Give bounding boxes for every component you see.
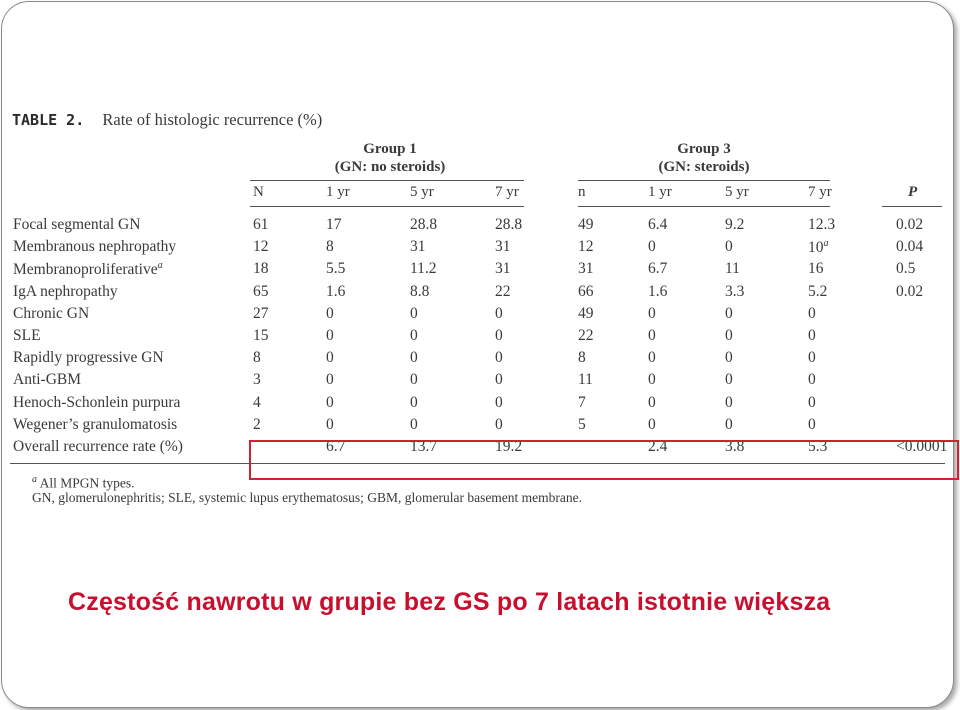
cell-n-group1	[253, 416, 261, 434]
header-1yr-group3: 1 yr	[648, 184, 672, 200]
header-7yr-group1: 7 yr	[495, 184, 519, 200]
table-label: TABLE 2.	[12, 111, 85, 129]
cell-5yr-group3	[725, 349, 733, 367]
header-5yr-group3: 5 yr	[725, 184, 749, 200]
cell-7yr-group3	[808, 238, 829, 257]
cell-value: 0.02	[896, 282, 924, 300]
cell-value: 0.5	[896, 260, 916, 278]
cell-value: 0	[725, 349, 733, 367]
cell-7yr-group3	[808, 305, 816, 323]
cell-n-group1	[253, 216, 269, 234]
cell-value: 28.8	[410, 216, 438, 233]
row-label-text: Anti-GBM	[13, 371, 82, 389]
cell-1yr-group3	[648, 327, 656, 345]
cell-1yr-group3	[648, 349, 656, 367]
cell-value: 0	[808, 349, 816, 367]
cell-7yr-group3	[808, 394, 816, 412]
header-5yr-group1: 5 yr	[410, 184, 434, 200]
cell-value: 8	[253, 349, 261, 367]
cell-n-group3	[578, 394, 586, 412]
cell-value: 0	[648, 371, 656, 389]
cell-value: 31	[495, 260, 511, 278]
cell-value: 6.7	[648, 260, 668, 278]
cell-1yr-group1	[326, 216, 342, 234]
cell-7yr-group3	[808, 371, 816, 389]
row-label-text: Overall recurrence rate (%)	[13, 438, 183, 455]
cell-value: <0.0001	[896, 438, 948, 455]
table-row	[10, 327, 950, 349]
cell-5yr-group1	[410, 394, 418, 412]
cell-7yr-group1	[495, 327, 503, 345]
row-label-text: Membranoproliferative	[13, 261, 158, 279]
cell-value: 49	[578, 304, 594, 322]
cell-7yr-group3	[808, 327, 816, 345]
cell-1yr-group1	[326, 349, 334, 367]
cell-value: 2	[253, 415, 261, 433]
row-label-text: Wegener’s granulomatosis	[13, 415, 178, 433]
cell-value: 7	[578, 393, 586, 411]
cell-7yr-group1	[495, 371, 503, 389]
cell-5yr-group1	[410, 238, 426, 256]
group1-header	[326, 140, 454, 176]
header-n-group3: n	[578, 184, 586, 200]
cell-value: 0	[410, 349, 418, 367]
cell-value: 0	[495, 393, 503, 411]
row-label-text: Henoch-Schonlein purpura	[13, 393, 181, 411]
cell-value: 0.04	[896, 238, 924, 256]
cell-n-group1	[253, 238, 269, 256]
cell-value: 0	[495, 371, 503, 389]
cell-1yr-group1	[326, 416, 334, 434]
row-label-footnote-mark: a	[157, 260, 163, 272]
row-label	[13, 283, 118, 301]
row-label	[13, 349, 164, 367]
cell-value: 11	[725, 260, 740, 278]
cell-n-group1	[253, 305, 269, 323]
cell-value: 6.7	[326, 438, 346, 455]
table-row	[10, 394, 950, 416]
cell-value: 65	[253, 282, 269, 300]
cell-7yr-group1	[495, 260, 511, 278]
cell-value: 5.3	[808, 438, 828, 455]
cell-value: 0	[326, 327, 334, 344]
cell-value: 9.2	[725, 216, 745, 233]
cell-value: 0	[725, 327, 733, 344]
cell-7yr-group1	[495, 416, 503, 434]
cell-n-group1	[253, 349, 261, 367]
cell-value: 0	[808, 327, 816, 344]
cell-value: 0	[495, 327, 503, 344]
cell-5yr-group1	[410, 283, 429, 301]
cell-value: 5	[578, 415, 586, 433]
table-row	[10, 283, 950, 305]
cell-value: 0	[326, 349, 334, 367]
cell-value: 27	[253, 304, 269, 322]
cell-value: 6.4	[648, 216, 668, 233]
cell-value: 11	[578, 371, 593, 389]
cell-value: 5.2	[808, 282, 828, 300]
header-p-value: P	[908, 184, 918, 200]
cell-value: 0	[410, 371, 418, 389]
cell-n-group3	[578, 283, 594, 301]
cell-5yr-group1	[410, 260, 437, 278]
cell-1yr-group3	[648, 416, 656, 434]
cell-value: 0	[808, 393, 816, 411]
cell-value: 0	[725, 393, 733, 411]
cell-1yr-group1	[326, 305, 334, 323]
group3-header	[650, 140, 758, 176]
row-label-text: SLE	[13, 327, 41, 344]
cell-1yr-group3	[648, 394, 656, 412]
cell-footnote-mark: a	[823, 238, 829, 250]
group3-title: Group 3	[677, 141, 731, 157]
row-label	[13, 327, 41, 345]
cell-value: 0	[648, 238, 656, 256]
cell-5yr-group1	[410, 327, 418, 345]
group1-subtitle: (GN: no steroids)	[334, 159, 446, 175]
cell-value: 0	[410, 327, 418, 344]
row-label-text: Membranous nephropathy	[13, 238, 177, 256]
cell-5yr-group1	[410, 349, 418, 367]
table-row	[10, 238, 950, 260]
cell-value: 1.6	[648, 282, 668, 300]
cell-7yr-group1	[495, 394, 503, 412]
cell-value: 5.5	[326, 260, 346, 278]
cell-value: 0	[808, 415, 816, 433]
row-label	[13, 216, 140, 234]
cell-1yr-group3	[648, 305, 656, 323]
cell-7yr-group3	[808, 260, 824, 278]
cell-1yr-group3	[648, 371, 656, 389]
cell-value: 0	[410, 304, 418, 322]
cell-value: 12	[578, 238, 594, 256]
cell-value: 3.3	[725, 282, 745, 300]
cell-5yr-group1	[410, 216, 437, 234]
cell-value: 12.3	[808, 216, 836, 233]
cell-value: 4	[253, 393, 261, 411]
cell-5yr-group3	[725, 327, 733, 345]
cell-p-value	[896, 216, 923, 234]
row-label	[13, 371, 81, 389]
cell-value: 0	[495, 304, 503, 322]
cell-value: 49	[578, 216, 594, 233]
cell-value: 0	[326, 393, 334, 411]
footnote-a-text: All MPGN types.	[39, 475, 135, 491]
group3-header-rule	[578, 206, 830, 207]
cell-value: 61	[253, 216, 269, 233]
table-title	[12, 110, 322, 130]
cell-1yr-group1	[326, 260, 345, 278]
cell-7yr-group1	[495, 305, 503, 323]
row-label-text: Focal segmental GN	[13, 216, 141, 233]
cell-5yr-group1	[410, 416, 418, 434]
cell-value: 0	[808, 304, 816, 322]
cell-1yr-group3	[648, 260, 667, 278]
cell-value: 3	[253, 371, 261, 389]
header-n-group1: N	[253, 184, 264, 200]
cell-value: 0	[725, 415, 733, 433]
cell-p-value	[896, 283, 923, 301]
group1-rule	[250, 180, 524, 181]
cell-7yr-group1	[495, 216, 522, 234]
row-label-text: Chronic GN	[13, 304, 90, 322]
table-bottom-rule	[10, 463, 945, 464]
cell-7yr-group3	[808, 416, 816, 434]
table-row	[10, 305, 950, 327]
cell-value: 12	[253, 238, 269, 256]
slide-caption: Częstość nawrotu w grupie bez GS po 7 latach istotnie większa	[68, 588, 831, 616]
cell-7yr-group3	[808, 349, 816, 367]
cell-value: 11.2	[410, 260, 437, 278]
cell-value: 0	[725, 238, 733, 256]
cell-value: 22	[495, 282, 511, 300]
table-row	[10, 260, 950, 282]
cell-n-group3	[578, 305, 594, 323]
cell-value: 31	[495, 238, 511, 256]
cell-1yr-group3	[648, 238, 656, 256]
cell-value: 8	[326, 238, 334, 256]
cell-value: 0.02	[896, 216, 924, 233]
row-label	[13, 394, 180, 412]
group1-title: Group 1	[363, 141, 417, 157]
footnote-a	[32, 474, 135, 492]
cell-value: 28.8	[495, 216, 523, 233]
cell-value: 19.2	[495, 438, 523, 455]
cell-5yr-group3	[725, 394, 733, 412]
row-label	[13, 238, 176, 256]
cell-value: 0	[495, 349, 503, 367]
cell-value: 8.8	[410, 282, 430, 300]
p-header-rule	[882, 206, 942, 207]
footnote-a-mark: a	[32, 474, 37, 485]
cell-value: 0	[725, 304, 733, 322]
header-7yr-group3: 7 yr	[808, 184, 832, 200]
cell-1yr-group3	[648, 216, 667, 234]
cell-n-group3	[578, 416, 586, 434]
cell-1yr-group1	[326, 283, 345, 301]
cell-5yr-group3	[725, 260, 740, 278]
row-label	[13, 438, 183, 456]
cell-1yr-group1	[326, 238, 334, 256]
footnote-abbreviations: GN, glomerulonephritis; SLE, systemic lupus erythematosus; GBM, glomerular basement membrane.	[32, 490, 583, 505]
table-row	[10, 371, 950, 393]
cell-7yr-group3	[808, 216, 835, 234]
cell-value: 31	[578, 260, 594, 278]
cell-7yr-group1	[495, 283, 511, 301]
cell-7yr-group1	[495, 238, 511, 256]
cell-n-group1	[253, 371, 261, 389]
cell-value: 2.4	[648, 438, 668, 455]
cell-value: 0	[326, 415, 334, 433]
group1-header-rule	[250, 206, 524, 207]
cell-5yr-group1	[410, 305, 418, 323]
cell-n-group3	[578, 371, 593, 389]
group3-rule	[578, 180, 830, 181]
cell-value: 0	[410, 393, 418, 411]
table-row	[10, 416, 950, 438]
cell-5yr-group3	[725, 416, 733, 434]
cell-5yr-group3	[725, 305, 733, 323]
cell-n-group1	[253, 283, 269, 301]
cell-value: 15	[253, 327, 269, 344]
cell-1yr-group3	[648, 283, 667, 301]
cell-value: 0	[648, 327, 656, 344]
cell-value: 0	[725, 371, 733, 389]
cell-5yr-group1	[410, 371, 418, 389]
table-caption: Rate of histologic recurrence (%)	[102, 110, 323, 129]
cell-n-group3	[578, 260, 594, 278]
cell-5yr-group3	[725, 283, 744, 301]
row-label-text: IgA nephropathy	[13, 282, 118, 300]
cell-value: 0	[326, 304, 334, 322]
cell-value: 13.7	[410, 438, 438, 455]
row-label	[13, 416, 177, 434]
cell-n-group3	[578, 349, 586, 367]
cell-value: 0	[495, 415, 503, 433]
row-label-text: Rapidly progressive GN	[13, 349, 164, 367]
cell-value: 10	[808, 239, 824, 257]
cell-p-value	[896, 238, 923, 256]
cell-n-group1	[253, 327, 269, 345]
cell-value: 0	[808, 371, 816, 389]
cell-5yr-group3	[725, 371, 733, 389]
cell-value: 31	[410, 238, 426, 256]
header-1yr-group1: 1 yr	[326, 184, 350, 200]
table-row	[10, 349, 950, 371]
cell-value: 0	[410, 415, 418, 433]
cell-value: 16	[808, 260, 824, 278]
cell-value: 3.8	[725, 438, 745, 455]
cell-value: 0	[648, 349, 656, 367]
cell-value: 18	[253, 260, 269, 278]
cell-value: 0	[648, 304, 656, 322]
table-row	[10, 216, 950, 238]
cell-n-group1	[253, 260, 269, 278]
cell-7yr-group3	[808, 283, 827, 301]
cell-value: 0	[648, 415, 656, 433]
row-label	[13, 305, 89, 323]
cell-n-group1	[253, 394, 261, 412]
cell-7yr-group1	[495, 349, 503, 367]
cell-n-group3	[578, 216, 594, 234]
cell-5yr-group3	[725, 216, 744, 234]
cell-n-group3	[578, 238, 594, 256]
highlight-box	[249, 440, 959, 480]
table-figure	[10, 96, 950, 516]
cell-5yr-group3	[725, 238, 733, 256]
cell-value: 66	[578, 282, 594, 300]
cell-1yr-group1	[326, 371, 334, 389]
cell-value: 8	[578, 349, 586, 367]
cell-1yr-group1	[326, 394, 334, 412]
cell-p-value	[896, 260, 915, 278]
cell-n-group3	[578, 327, 594, 345]
cell-value: 22	[578, 327, 594, 344]
row-label	[13, 260, 163, 279]
cell-value: 17	[326, 216, 342, 233]
group3-subtitle: (GN: steroids)	[658, 159, 750, 175]
cell-value: 1.6	[326, 282, 346, 300]
cell-value: 0	[648, 393, 656, 411]
cell-1yr-group1	[326, 327, 334, 345]
cell-value: 0	[326, 371, 334, 389]
